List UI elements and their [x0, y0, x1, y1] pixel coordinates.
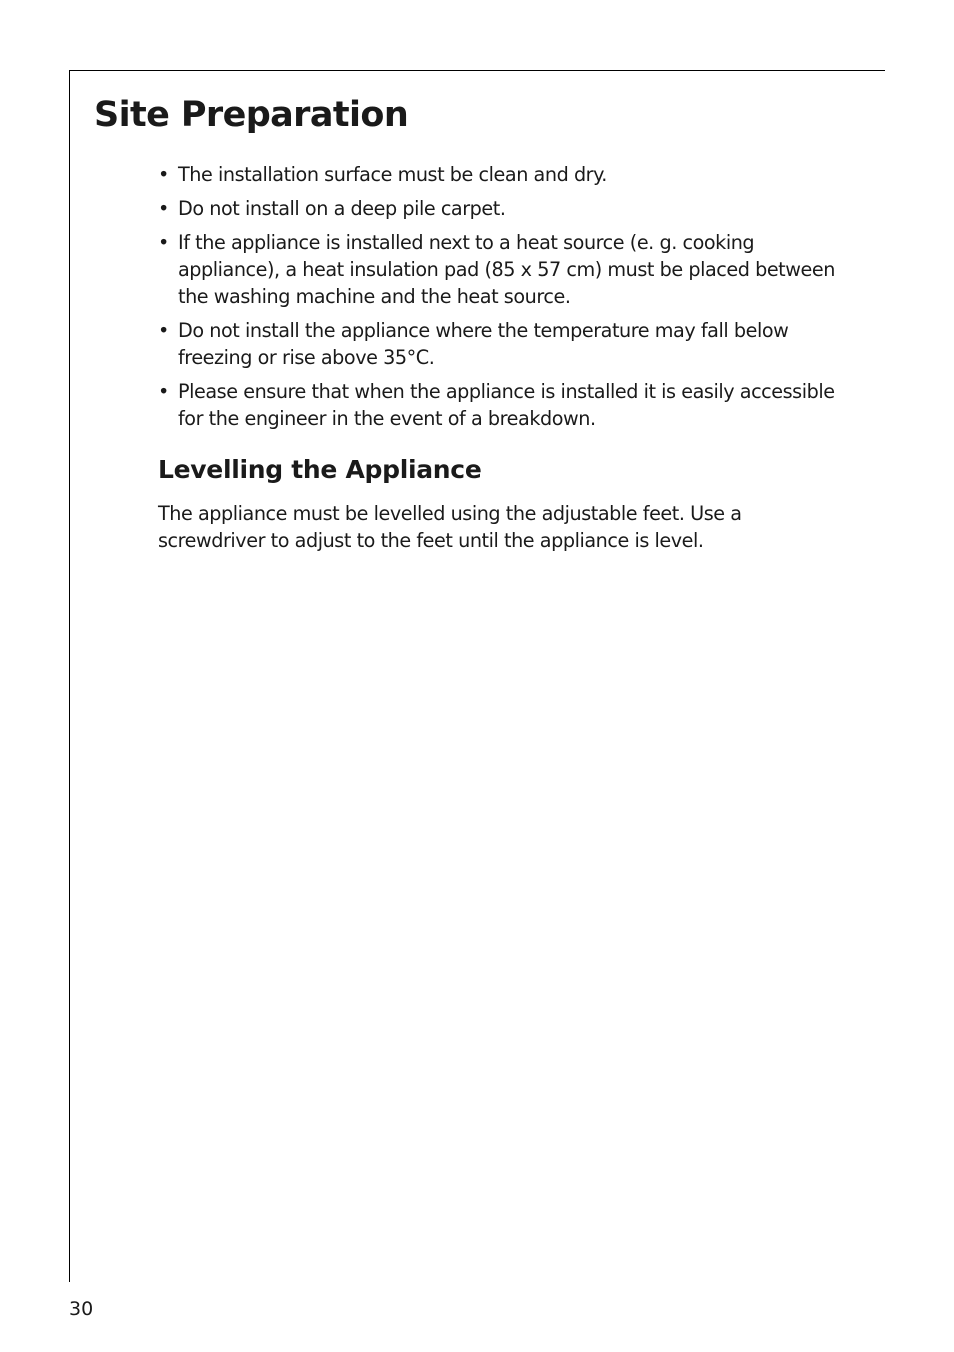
list-item [158, 229, 848, 310]
bullet-icon: • [158, 197, 169, 220]
requirements-list [158, 161, 848, 439]
list-item [158, 378, 848, 432]
list-item [158, 195, 848, 222]
levelling-text: The appliance must be levelled using the adjustable feet. Use a screwdriver to adjust to the feet until the appliance is level. [158, 502, 742, 552]
bullet-icon: • [158, 380, 169, 403]
bullet-icon: • [158, 163, 169, 186]
top-rule [69, 70, 885, 71]
page-title: Site Preparation [94, 95, 409, 135]
bullet-icon: • [158, 231, 169, 254]
list-item-text: Do not install on a deep pile carpet. [178, 197, 506, 220]
left-rule [69, 70, 70, 1282]
list-item-text: Please ensure that when the appliance is installed it is easily accessible for the engineer in the event of a breakdown. [178, 380, 835, 430]
list-item-text: Do not install the appliance where the temperature may fall below freezing or rise above 35°C. [178, 319, 789, 369]
list-item [158, 161, 848, 188]
page-number: 30 [69, 1298, 94, 1320]
list-item-text: If the appliance is installed next to a heat source (e. g. cooking appliance), a heat insulation pad (85 x 57 cm) must be placed between the washing machine and the heat source. [178, 231, 835, 308]
bullet-icon: • [158, 319, 169, 342]
levelling-heading: Levelling the Appliance [158, 455, 482, 484]
list-item [158, 317, 848, 371]
list-item-text: The installation surface must be clean and dry. [178, 163, 607, 186]
